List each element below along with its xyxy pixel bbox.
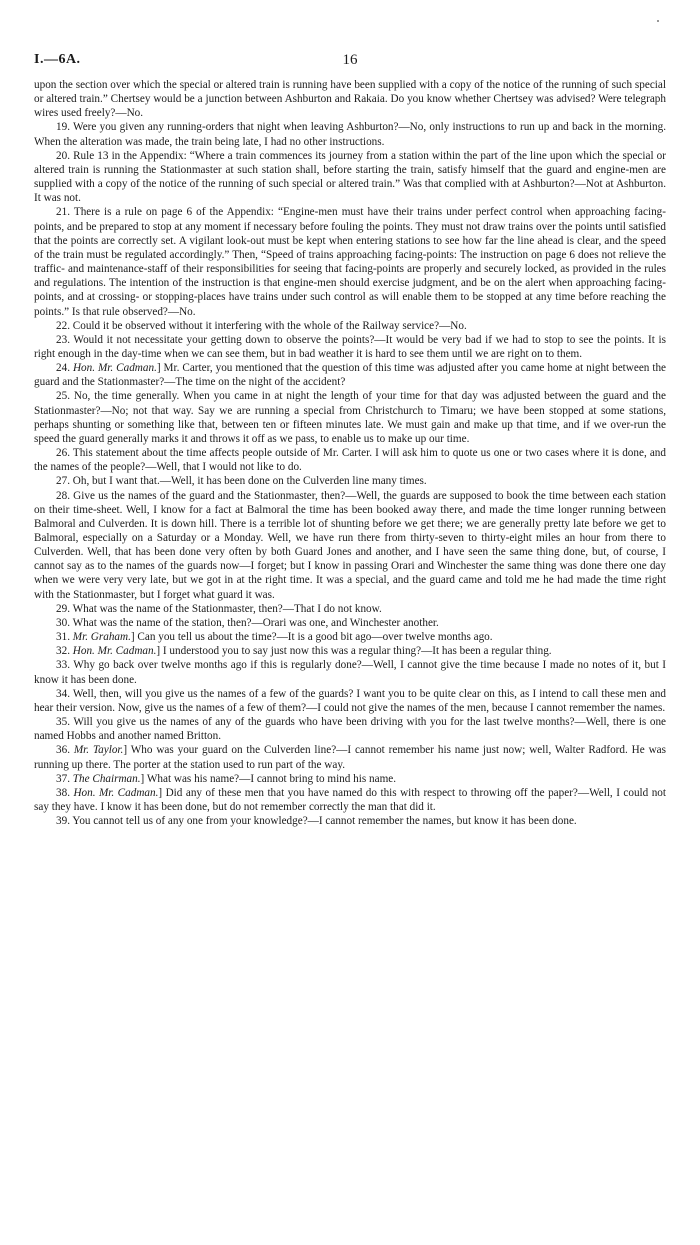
paragraph-text: ] I understood you to say just now this was a regular thing?—It has been a regular thing. [156,645,552,658]
paragraph-text: 39. You cannot tell us of any one from your knowledge?—I cannot remember the names, but know it has been done. [56,815,577,828]
transcript-paragraph [34,489,666,602]
transcript-paragraph [34,78,666,120]
paragraph-text: ] Who was your guard on the Culverden line?—I cannot remember his name just now; well, Walter Radford. He was running up there. The porter at the station used to run part of the way. [34,744,666,771]
speaker-name: The Chairman. [72,772,141,785]
page-number: 16 [342,52,358,68]
question-number: 32. [56,645,73,658]
paragraph-text: 21. There is a rule on page 6 of the Appendix: “Engine-men must have their trains under perfect control when approaching facing-points, and be prepared to stop at any moment if necessary before fouling the points. They must not draw trains over the points until satisfied that the points are correctly set. A vigilant look-out must be kept when entering stations to see how far the line ahead is clear, and the speed of the train must be regulated accordingly.” Then, “Speed of trains approaching facing-points: The instruction on page 6 does not relieve the traffic- and maintenance-staff of their responsibilities for seeing that facing-points are properly and securely locked, as provided in the rules and regulations. The intention of the instruction is that engine-men should exercise judgment, and be on the alert when approaching facing-points, and at crossing- or stopping-places have trains under such control as will enable them to be stopped at any time before reaching the points.” Is that rule observed?—No. [34,206,666,318]
question-number: 37. [56,772,73,785]
transcript-paragraph [34,474,666,488]
transcript-paragraph [34,319,666,333]
page-speck [657,20,659,22]
transcript-paragraph [34,361,666,389]
paragraph-text: ] Mr. Carter, you mentioned that the question of this time was adjusted after you came home at night between the guard and the Stationmaster?—The time on the night of the accident? [34,362,667,389]
document-page [34,52,666,828]
transcript-paragraph [34,616,666,630]
transcript-paragraph [34,149,666,206]
transcript-paragraph [34,814,666,828]
question-number: 31. [56,631,73,644]
transcript-paragraph [34,715,666,743]
paragraph-text: 23. Would it not necessitate your getting down to observe the points?—It would be very bad if we had to stop to see the points. It is right enough in the day-time when we can see them, but in bad weather it is hard to see them until we are right on to them. [34,333,666,360]
paragraph-text: ] Can you tell us about the time?—It is a good bit ago—over twelve months ago. [130,631,493,644]
transcript-body [34,78,666,828]
paragraph-text: 29. What was the name of the Stationmaster, then?—That I do not know. [56,602,382,615]
paragraph-text: 25. No, the time generally. When you came in at night the length of your time for that day was adjusted between the guard and the Stationmaster?—No; not that way. Say we are running a special from Christchurch to Timaru; we have been stopped at some stations, perhaps shunting or something like that, between ten or fifteen minutes late. We must gain and make up that time, and if we over-run the speed the guard generally marks it and throws it off as we pass, to enable us to make up our time. [34,390,666,445]
transcript-paragraph [34,446,666,474]
paragraph-text: 30. What was the name of the station, then?—Orari was one, and Winchester another. [56,616,439,629]
question-number: 24. [56,362,73,375]
paragraph-text: ] Did any of these men that you have named do this with respect to throwing off the paper?—Well, I could not say they have. I know it has been done, but do not remember correctly the man that did it. [34,786,667,813]
speaker-name: Mr. Taylor. [73,744,124,757]
transcript-paragraph [34,120,666,148]
paragraph-text: 33. Why go back over twelve months ago if this is regularly done?—Well, I cannot give the time because I made no notes of it, but I know it has been done. [34,659,666,686]
transcript-paragraph [34,658,666,686]
paragraph-text: 35. Will you give us the names of any of the guards who have been driving with you for the last twelve months?—Well, there is one named Hobbs and another named Britton. [34,716,666,743]
transcript-paragraph [34,687,666,715]
paragraph-text: 26. This statement about the time affects people outside of Mr. Carter. I will ask him to quote us one or two cases where it is done, and the names of the people?—Well, that I would not like to do. [34,447,666,474]
transcript-paragraph [34,786,666,814]
transcript-paragraph [34,389,666,446]
question-number: 38. [56,786,74,799]
paragraph-text: 34. Well, then, will you give us the names of a few of the guards? I want you to be quite clear on this, as I intend to call these men and hear their version. Now, give us the names of a few of them?—I could not give the names of the men, because I cannot remember the names. [34,687,666,714]
paragraph-text: ] What was his name?—I cannot bring to mind his name. [140,772,397,785]
paragraph-text: 19. Were you given any running-orders that night when leaving Ashburton?—No, only instructions to run up and back in the morning. When the alteration was made, the train being late, I had no other instructions. [34,121,666,148]
transcript-paragraph [34,205,666,318]
paragraph-text: 20. Rule 13 in the Appendix: “Where a train commences its journey from a station within the part of the line upon which the special or altered train is running the Stationmaster at such station shall, before starting the train, satisfy himself that the guard and engine-men are supplied with a copy of the notice of the running of such special or altered train.” Was that complied with at Ashburton?—Not at Ashburton. It was not. [34,149,666,205]
transcript-paragraph [34,772,666,786]
speaker-name: Hon. Mr. Cadman. [72,645,157,658]
transcript-paragraph [34,333,666,361]
transcript-paragraph [34,630,666,644]
page-header [34,52,666,78]
speaker-name: Hon. Mr. Cadman. [73,786,159,799]
paragraph-text: 22. Could it be observed without it interfering with the whole of the Railway service?—No. [56,319,467,332]
speaker-name: Mr. Graham. [72,631,131,644]
paragraph-text: 27. Oh, but I want that.—Well, it has been done on the Culverden line many times. [56,475,427,488]
transcript-paragraph [34,644,666,658]
document-reference: I.—6A. [34,52,81,67]
paragraph-text: 28. Give us the names of the guard and the Stationmaster, then?—Well, the guards are supposed to book the time between each station on their time-sheet. Well, I know for a fact at Balmoral the time has been booked away there, and made the time longer running between Balmoral and Culverden. It is down hill. There is a terrible lot of shunting before we get there; we are generally pretty late before we get to Balmoral, especially on a Saturday or a Monday. Well, we have run there from thirty-seven to thirty-eight miles an hour from there to Culverden. Well, that has been done very often by both Guard Jones and another, and I have seen the same thing done, but, of course, I cannot say as to the names of the guards now—I forget; but I know in passing Orari and Winchester the same thing was done there one day when we were very very late, but we got in at the right time. It was a special, and the guard came and told me he had made the time right with the Stationmaster, but I forget what guard it was. [34,489,666,601]
paragraph-text: upon the section over which the special or altered train is running have been supplied with a copy of the notice of the running of such special or altered train.” Chertsey would be a junction between Ashburton and Rakaia. Do you know whether Chertsey was advised? Were telegraph wires used freely?—No. [34,79,666,120]
transcript-paragraph [34,602,666,616]
transcript-paragraph [34,743,666,771]
question-number: 36. [56,744,74,757]
speaker-name: Hon. Mr. Cadman. [72,362,157,375]
